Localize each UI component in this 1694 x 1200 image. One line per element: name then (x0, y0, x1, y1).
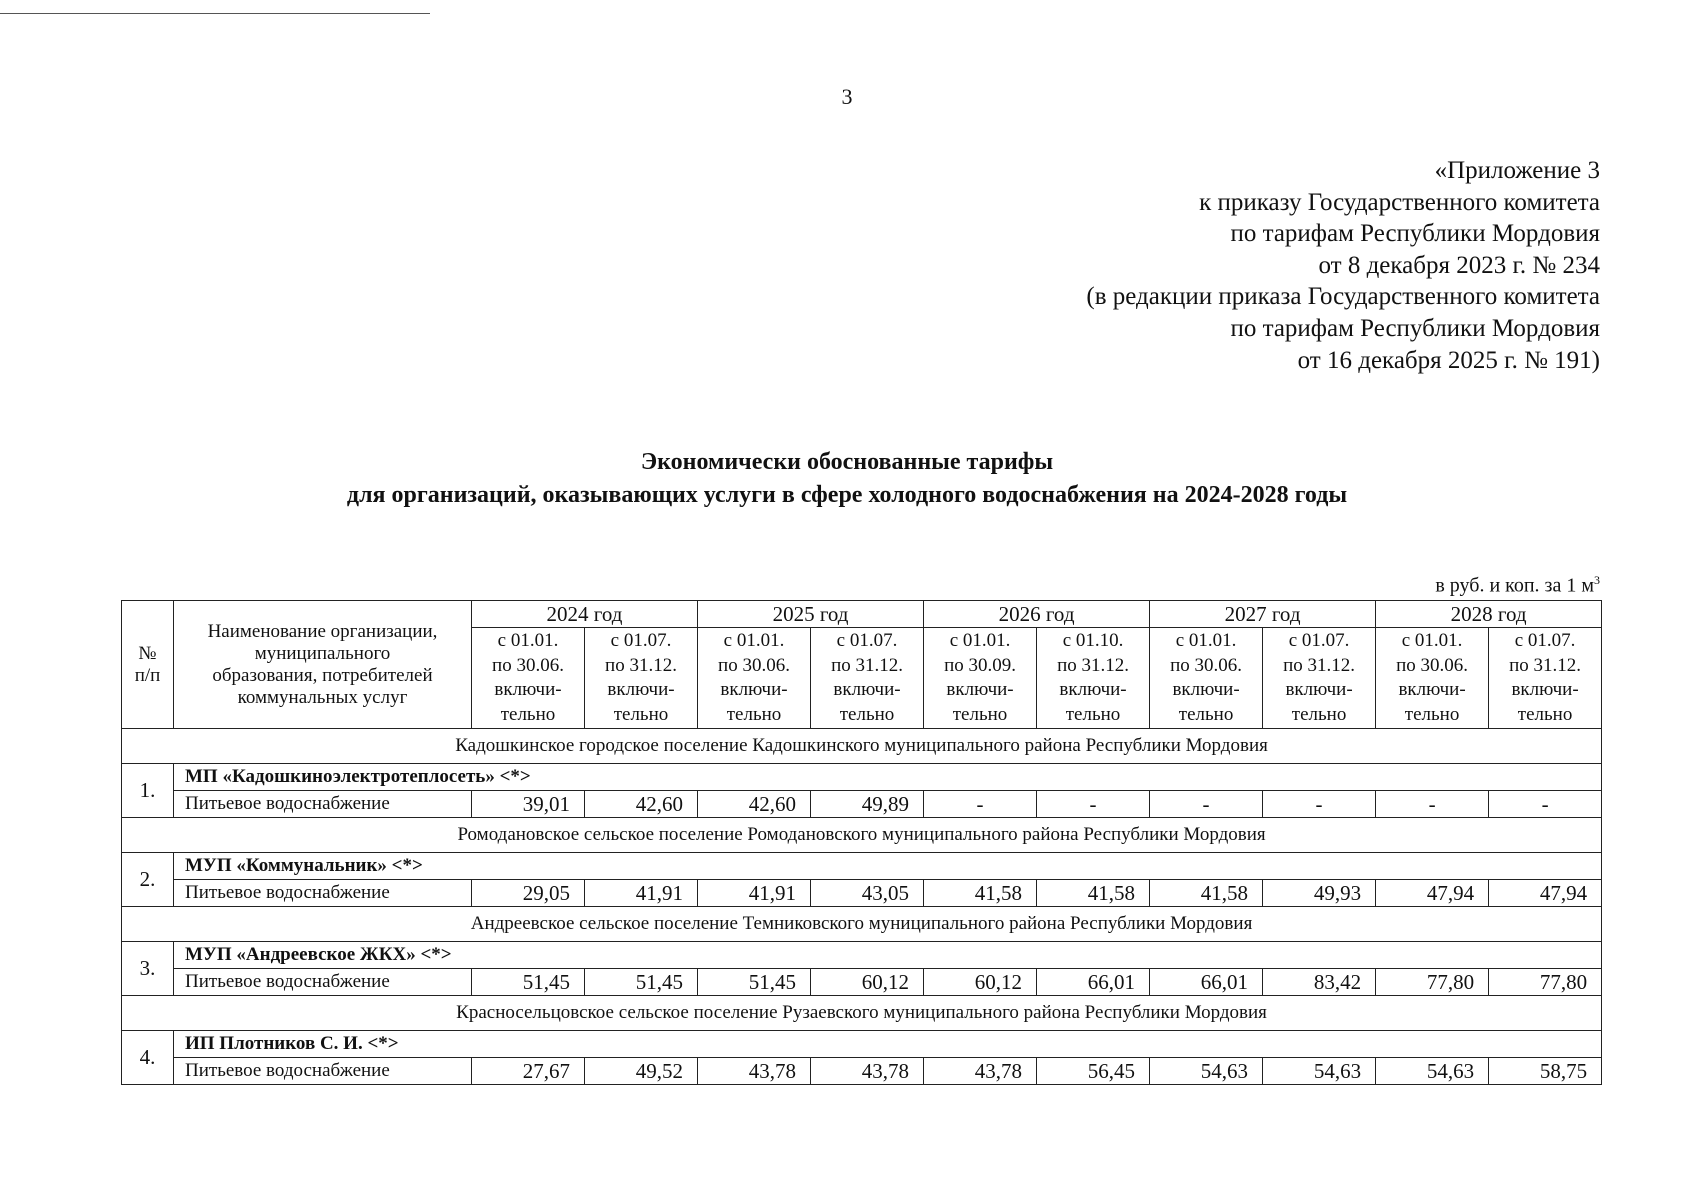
period-line: с 01.01. (723, 630, 785, 651)
period-line: с 01.07. (1514, 630, 1576, 651)
tariff-value: 58,75 (1489, 1058, 1602, 1085)
period-line: тельно (1404, 703, 1460, 725)
tariff-value: 41,91 (698, 880, 811, 907)
period-line: тельно (1065, 703, 1121, 725)
period-line: с 01.07. (836, 630, 898, 651)
tariff-value: 77,80 (1489, 969, 1602, 996)
period-line: тельно (1291, 703, 1347, 725)
service-name: Питьевое водоснабжение (174, 1058, 472, 1085)
header-line: муниципального (254, 642, 391, 664)
header-line: Наименование организации, (207, 620, 438, 642)
units-note (1435, 573, 1600, 598)
year-header: 2026 год (924, 601, 1150, 628)
tariff-value: 41,58 (1037, 880, 1150, 907)
period-line: включи- (494, 679, 562, 700)
period-header (811, 628, 924, 729)
period-line: по 31.12. (1509, 654, 1582, 676)
period-line: включи- (946, 679, 1014, 700)
tariff-value: 49,52 (585, 1058, 698, 1085)
period-line: тельно (1178, 703, 1234, 725)
row-number: 4. (122, 1031, 174, 1085)
tariff-value: 66,01 (1037, 969, 1150, 996)
header-line: коммунальных услуг (237, 686, 408, 708)
appendix-line: от 8 декабря 2023 г. № 234 (1318, 251, 1600, 279)
tariff-value: 60,12 (924, 969, 1037, 996)
tariff-value: 43,78 (811, 1058, 924, 1085)
row-number: 1. (122, 764, 174, 818)
settlement-row: Кадошкинское городское поселение Кадошкинского муниципального района Республики Мордовия (122, 729, 1602, 764)
tariff-value: 41,91 (585, 880, 698, 907)
period-line: по 30.06. (718, 654, 790, 676)
period-line: с 01.10. (1062, 630, 1124, 651)
tariff-value: 39,01 (472, 791, 585, 818)
tariff-value: - (1376, 791, 1489, 818)
period-line: с 01.07. (1288, 630, 1350, 651)
tariff-value: 41,58 (1150, 880, 1263, 907)
period-line: по 31.12. (1283, 654, 1356, 676)
period-header (1037, 628, 1150, 729)
column-name-header (174, 601, 472, 729)
row-number: 3. (122, 942, 174, 996)
tariff-value: 54,63 (1263, 1058, 1376, 1085)
tariff-value: 42,60 (585, 791, 698, 818)
period-header (1376, 628, 1489, 729)
organization-name: МП «Кадошкиноэлектротеплосеть» <*> (174, 764, 1602, 791)
units-superscript: 3 (1594, 573, 1600, 587)
appendix-line: (в редакции приказа Государственного комитета (1086, 283, 1600, 311)
organization-name: МУП «Коммунальник» <*> (174, 853, 1602, 880)
year-header: 2025 год (698, 601, 924, 628)
tariff-value: 47,94 (1489, 880, 1602, 907)
row-number: 2. (122, 853, 174, 907)
period-line: с 01.01. (1401, 630, 1463, 651)
tariff-value: - (1263, 791, 1376, 818)
tariff-value: - (924, 791, 1037, 818)
header-line: образования, потребителей (212, 664, 433, 686)
year-header: 2027 год (1150, 601, 1376, 628)
title-line: для организаций, оказывающих услуги в сфере холодного водоснабжения на 2024-2028 годы (346, 482, 1348, 508)
period-line: включи- (1285, 679, 1353, 700)
period-line: с 01.01. (497, 630, 559, 651)
period-line: тельно (500, 703, 556, 725)
period-line: по 30.09. (944, 654, 1016, 676)
service-name: Питьевое водоснабжение (174, 880, 472, 907)
tariff-value: 66,01 (1150, 969, 1263, 996)
appendix-line: к приказу Государственного комитета (1199, 188, 1600, 216)
period-line: тельно (839, 703, 895, 725)
column-number-header (122, 601, 174, 729)
period-line: с 01.01. (1175, 630, 1237, 651)
period-header (1150, 628, 1263, 729)
period-line: включи- (1398, 679, 1466, 700)
tariff-value: 56,45 (1037, 1058, 1150, 1085)
document-title (0, 446, 1694, 512)
tariff-value: 51,45 (585, 969, 698, 996)
period-line: с 01.01. (949, 630, 1011, 651)
tariff-value: 49,93 (1263, 880, 1376, 907)
settlement-row: Красносельцовское сельское поселение Рузаевского муниципального района Республики Мордовия (122, 996, 1602, 1031)
period-line: по 30.06. (1170, 654, 1242, 676)
appendix-line: по тарифам Республики Мордовия (1230, 314, 1600, 342)
appendix-line: «Приложение 3 (1434, 157, 1600, 184)
settlement-row: Андреевское сельское поселение Темниковского муниципального района Республики Мордовия (122, 907, 1602, 942)
year-header: 2028 год (1376, 601, 1602, 628)
tariff-value: 47,94 (1376, 880, 1489, 907)
header-line: п/п (134, 664, 161, 686)
tariff-value: 29,05 (472, 880, 585, 907)
tariff-value: 43,78 (924, 1058, 1037, 1085)
period-header (585, 628, 698, 729)
settlement-row: Ромодановское сельское поселение Ромодановского муниципального района Республики Мордовия (122, 818, 1602, 853)
period-line: включи- (1059, 679, 1127, 700)
period-line: включи- (720, 679, 788, 700)
tariff-value: 60,12 (811, 969, 924, 996)
period-line: включи- (607, 679, 675, 700)
period-line: по 30.06. (1396, 654, 1469, 676)
tariffs-table (121, 600, 1602, 1085)
service-name: Питьевое водоснабжение (174, 791, 472, 818)
period-header (924, 628, 1037, 729)
period-line: включи- (1511, 679, 1579, 700)
period-line: тельно (726, 703, 782, 725)
title-line: Экономически обоснованные тарифы (640, 449, 1054, 475)
service-name: Питьевое водоснабжение (174, 969, 472, 996)
period-line: включи- (1172, 679, 1240, 700)
appendix-line: по тарифам Республики Мордовия (1230, 220, 1600, 248)
corner-scan-line (0, 13, 430, 14)
tariff-value: 51,45 (698, 969, 811, 996)
organization-name: ИП Плотников С. И. <*> (174, 1031, 1602, 1058)
period-line: включи- (833, 679, 901, 700)
period-header (1489, 628, 1602, 729)
period-line: с 01.07. (610, 630, 672, 651)
period-line: по 30.06. (492, 654, 564, 676)
tariff-value: - (1037, 791, 1150, 818)
tariff-value: 41,58 (924, 880, 1037, 907)
tariff-value: 43,05 (811, 880, 924, 907)
tariff-value: - (1489, 791, 1602, 818)
period-line: тельно (613, 703, 669, 725)
appendix-line: от 16 декабря 2025 г. № 191) (1297, 346, 1600, 374)
period-line: тельно (1517, 703, 1573, 725)
tariff-value: 43,78 (698, 1058, 811, 1085)
appendix-note (1086, 155, 1600, 376)
period-header (698, 628, 811, 729)
period-line: тельно (952, 703, 1008, 725)
tariff-value: - (1150, 791, 1263, 818)
period-line: по 31.12. (831, 654, 903, 676)
organization-name: МУП «Андреевское ЖКХ» <*> (174, 942, 1602, 969)
tariff-value: 27,67 (472, 1058, 585, 1085)
tariff-value: 49,89 (811, 791, 924, 818)
tariff-value: 54,63 (1150, 1058, 1263, 1085)
header-line: № (138, 642, 157, 664)
tariff-value: 51,45 (472, 969, 585, 996)
year-header: 2024 год (472, 601, 698, 628)
tariff-value: 83,42 (1263, 969, 1376, 996)
tariff-value: 77,80 (1376, 969, 1489, 996)
units-text: в руб. и коп. за 1 м (1435, 574, 1594, 597)
tariff-value: 54,63 (1376, 1058, 1489, 1085)
tariff-value: 42,60 (698, 791, 811, 818)
period-header (472, 628, 585, 729)
period-header (1263, 628, 1376, 729)
page-number: 3 (841, 84, 853, 109)
period-line: по 31.12. (1057, 654, 1129, 676)
period-line: по 31.12. (605, 654, 677, 676)
